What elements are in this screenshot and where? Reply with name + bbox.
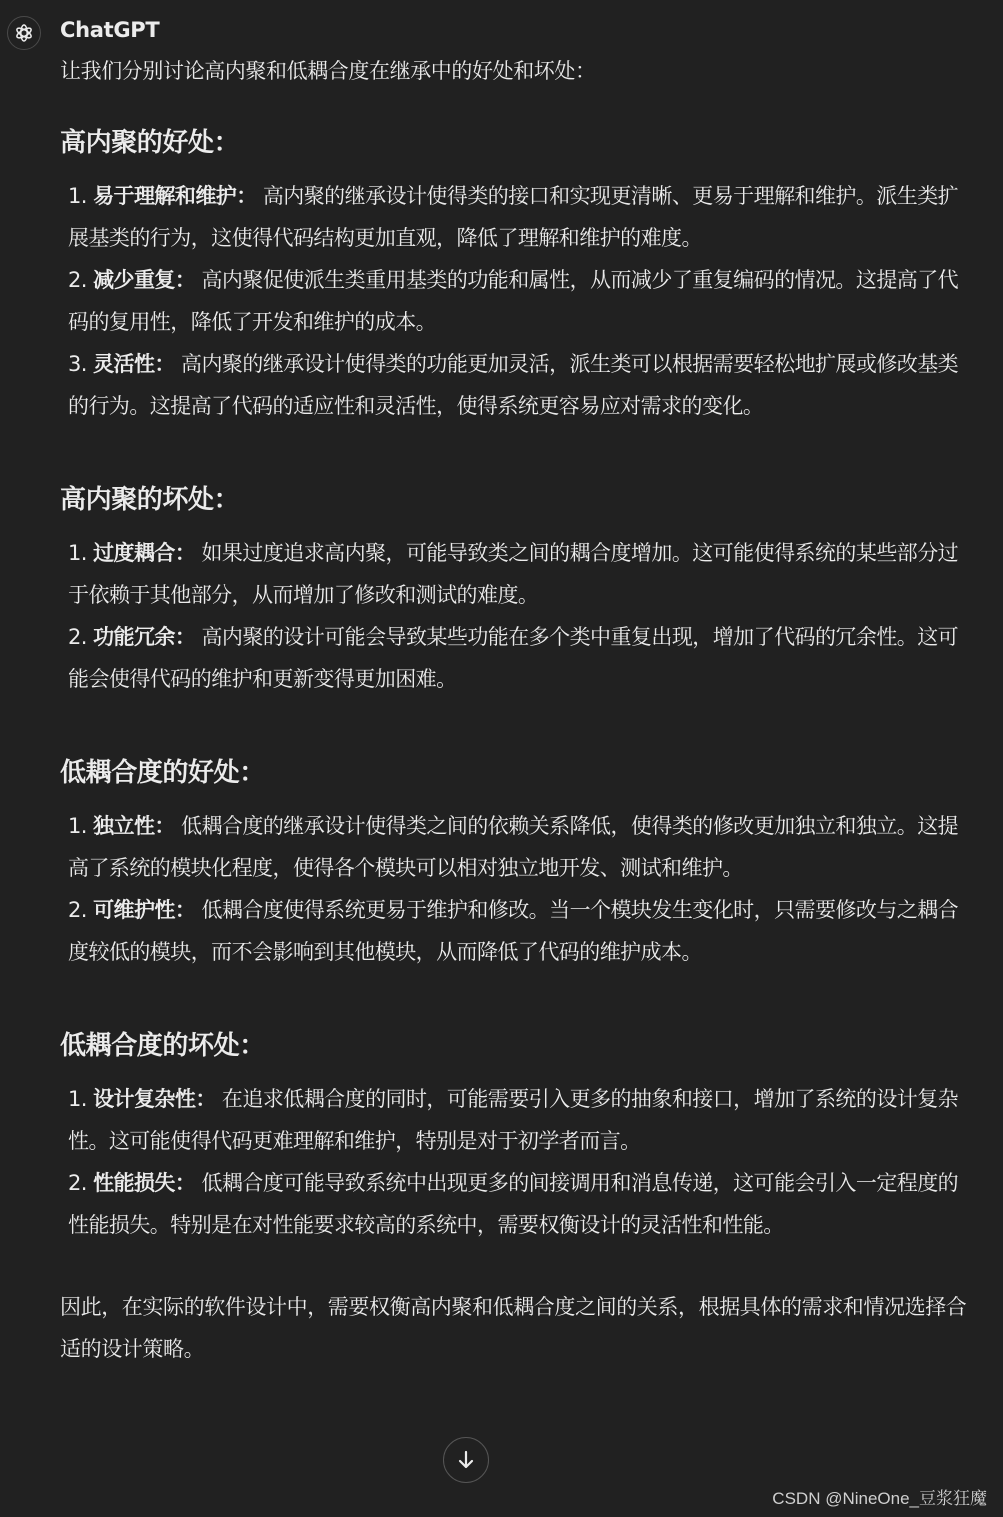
openai-logo-icon [12,21,36,45]
author-name: ChatGPT [60,18,160,42]
item-number: 1. [68,1087,87,1111]
item-term: 独立性： [93,814,175,838]
points-list [60,175,970,427]
item-number: 1. [68,541,87,565]
section-heading: 低耦合度的好处： [60,758,265,788]
item-number: 2. [68,898,87,922]
item-term: 可维护性： [93,898,196,922]
item-term: 易于理解和维护： [93,184,257,208]
section-heading: 高内聚的好处： [60,128,240,158]
item-text: 高内聚的继承设计使得类的接口和实现更清晰、更易于理解和维护。派生类扩展基类的行为，这使得代码结构更加直观，降低了理解和维护的难度。 [68,184,959,250]
list-item [68,175,970,259]
item-text: 高内聚的继承设计使得类的功能更加灵活，派生类可以根据需要轻松地扩展或修改基类的行为。这提高了代码的适应性和灵活性，使得系统更容易应对需求的变化。 [68,352,959,418]
item-text: 如果过度追求高内聚，可能导致类之间的耦合度增加。这可能使得系统的某些部分过于依赖于其他部分，从而增加了修改和测试的难度。 [68,541,959,607]
list-item [68,343,970,427]
arrow-down-icon [455,1449,477,1471]
item-text: 在追求低耦合度的同时，可能需要引入更多的抽象和接口，增加了系统的设计复杂性。这可能使得代码更难理解和维护，特别是对于初学者而言。 [68,1087,959,1153]
item-number: 2. [68,1171,87,1195]
item-number: 1. [68,814,87,838]
scroll-down-button[interactable] [443,1437,489,1483]
list-item [68,532,970,616]
item-number: 2. [68,625,87,649]
list-item [68,805,970,889]
section-heading: 高内聚的坏处： [60,485,240,515]
sections-container [60,125,970,1246]
points-list [60,532,970,700]
item-text: 低耦合度可能导致系统中出现更多的间接调用和消息传递，这可能会引入一定程度的性能损失。特别是在对性能要求较高的系统中，需要权衡设计的灵活性和性能。 [68,1171,959,1237]
item-text: 高内聚促使派生类重用基类的功能和属性，从而减少了重复编码的情况。这提高了代码的复用性，降低了开发和维护的成本。 [68,268,959,334]
item-term: 减少重复： [93,268,196,292]
list-item [68,889,970,973]
item-term: 功能冗余： [93,625,196,649]
item-number: 2. [68,268,87,292]
item-number: 3. [68,352,87,376]
item-text: 低耦合度的继承设计使得类之间的依赖关系降低，使得类的修改更加独立和独立。这提高了系统的模块化程度，使得各个模块可以相对独立地开发、测试和维护。 [68,814,959,880]
item-text: 低耦合度使得系统更易于维护和修改。当一个模块发生变化时，只需要修改与之耦合度较低的模块，而不会影响到其他模块，从而降低了代码的维护成本。 [68,898,959,964]
list-item [68,1162,970,1246]
item-term: 性能损失： [93,1171,196,1195]
item-term: 灵活性： [93,352,175,376]
list-item [68,259,970,343]
section-heading: 低耦合度的坏处： [60,1031,265,1061]
conclusion-text: 因此，在实际的软件设计中，需要权衡高内聚和低耦合度之间的关系，根据具体的需求和情况选择合适的设计策略。 [60,1295,967,1361]
item-term: 过度耦合： [93,541,196,565]
item-number: 1. [68,184,87,208]
avatar [7,16,41,50]
item-term: 设计复杂性： [93,1087,216,1111]
assistant-message [60,55,970,1370]
points-list [60,1078,970,1246]
watermark: CSDN @NineOne_豆浆狂魔 [772,1489,987,1508]
intro-text: 让我们分别讨论高内聚和低耦合度在继承中的好处和坏处： [60,59,596,83]
list-item [68,616,970,700]
points-list [60,805,970,973]
list-item [68,1078,970,1162]
item-text: 高内聚的设计可能会导致某些功能在多个类中重复出现，增加了代码的冗余性。这可能会使得代码的维护和更新变得更加困难。 [68,625,959,691]
